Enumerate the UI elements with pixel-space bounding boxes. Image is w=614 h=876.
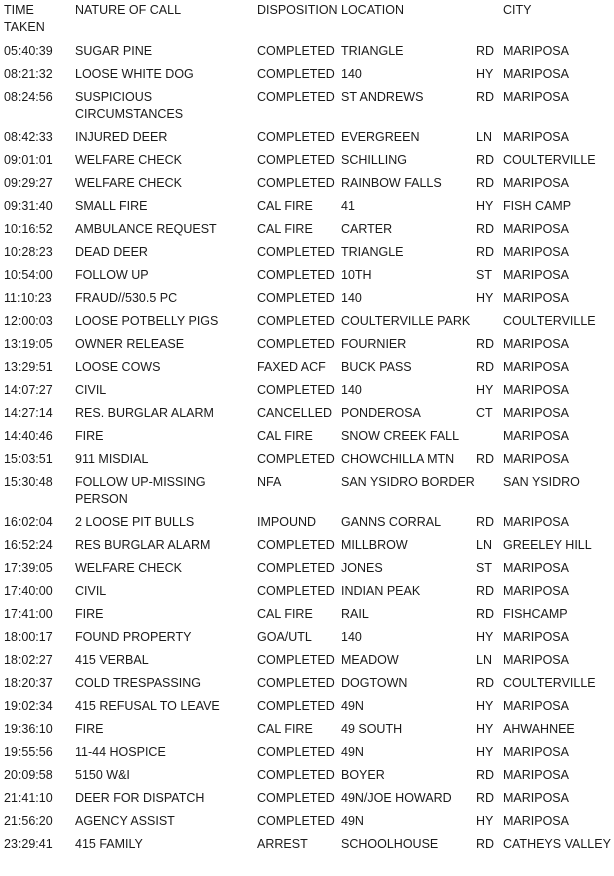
table-row	[0, 332, 614, 355]
cell-street-suffix: HY	[476, 67, 494, 81]
cell-city: MARIPOSA	[503, 176, 569, 190]
cell-city: GREELEY HILL	[503, 538, 592, 552]
cell-city: AHWAHNEE	[503, 722, 575, 736]
cell-city: MARIPOSA	[503, 268, 569, 282]
table-row	[0, 263, 614, 286]
cell-location: RAIL	[341, 607, 369, 621]
cell-disposition: COMPLETED	[257, 768, 335, 782]
cell-nature-of-call: FIRE	[75, 722, 104, 736]
cell-disposition: COMPLETED	[257, 153, 335, 167]
cell-time-taken: 10:28:23	[4, 245, 53, 259]
cell-location: 41	[341, 199, 355, 213]
table-row	[0, 447, 614, 470]
cell-disposition: COMPLETED	[257, 90, 335, 104]
cell-city: MARIPOSA	[503, 383, 569, 397]
cell-nature-of-call: FIRE	[75, 607, 104, 621]
cell-location: CARTER	[341, 222, 393, 236]
cell-city: MARIPOSA	[503, 791, 569, 805]
cell-nature-of-call: WELFARE CHECK	[75, 176, 182, 190]
cell-disposition: COMPLETED	[257, 676, 335, 690]
cell-time-taken: 17:41:00	[4, 607, 53, 621]
cell-street-suffix: RD	[476, 452, 495, 466]
cell-time-taken: 17:40:00	[4, 584, 53, 598]
cell-time-taken: 20:09:58	[4, 768, 53, 782]
cell-street-suffix: HY	[476, 291, 494, 305]
cell-street-suffix: HY	[476, 745, 494, 759]
cell-nature-of-call: 415 VERBAL	[75, 653, 149, 667]
cell-time-taken: 18:02:27	[4, 653, 53, 667]
cell-disposition: CAL FIRE	[257, 222, 313, 236]
cell-city: MARIPOSA	[503, 44, 569, 58]
cell-location: PONDEROSA	[341, 406, 421, 420]
cell-disposition: COMPLETED	[257, 791, 335, 805]
cell-street-suffix: RD	[476, 607, 495, 621]
header-disposition: DISPOSITION	[257, 3, 338, 17]
cell-street-suffix: RD	[476, 837, 495, 851]
table-row	[0, 556, 614, 579]
cell-nature-of-call: 5150 W&I	[75, 768, 130, 782]
table-row	[0, 786, 614, 809]
cell-location: FOURNIER	[341, 337, 407, 351]
cell-city: MARIPOSA	[503, 429, 569, 443]
cell-time-taken: 16:52:24	[4, 538, 53, 552]
cell-nature-of-call: FOLLOW UP	[75, 268, 149, 282]
cell-location: DOGTOWN	[341, 676, 408, 690]
header-location: LOCATION	[341, 3, 404, 17]
cell-location: 140	[341, 630, 362, 644]
cell-nature-of-call: AGENCY ASSIST	[75, 814, 175, 828]
cell-street-suffix: RD	[476, 222, 495, 236]
cell-street-suffix: CT	[476, 406, 493, 420]
cell-city: COULTERVILLE	[503, 676, 596, 690]
cell-city: MARIPOSA	[503, 584, 569, 598]
cell-time-taken: 14:40:46	[4, 429, 53, 443]
cell-nature-of-call: FIRE	[75, 429, 104, 443]
table-row	[0, 470, 614, 510]
cell-city: MARIPOSA	[503, 337, 569, 351]
cell-time-taken: 15:03:51	[4, 452, 53, 466]
table-row	[0, 809, 614, 832]
cell-disposition: COMPLETED	[257, 653, 335, 667]
cell-street-suffix: HY	[476, 699, 494, 713]
table-row	[0, 39, 614, 62]
cell-disposition: COMPLETED	[257, 561, 335, 575]
cell-city: MARIPOSA	[503, 130, 569, 144]
cell-street-suffix: HY	[476, 383, 494, 397]
header-city: CITY	[503, 3, 532, 17]
table-row	[0, 378, 614, 401]
cell-city: MARIPOSA	[503, 768, 569, 782]
cell-time-taken: 21:56:20	[4, 814, 53, 828]
cell-location: SCHOOLHOUSE	[341, 837, 439, 851]
cell-street-suffix: RD	[476, 360, 495, 374]
cell-time-taken: 09:31:40	[4, 199, 53, 213]
cell-disposition: COMPLETED	[257, 44, 335, 58]
cell-location: 49N	[341, 745, 364, 759]
table-row	[0, 286, 614, 309]
cell-nature-of-call: RES BURGLAR ALARM	[75, 538, 211, 552]
table-row	[0, 62, 614, 85]
cell-time-taken: 19:02:34	[4, 699, 53, 713]
cell-street-suffix: RD	[476, 176, 495, 190]
cell-time-taken: 10:16:52	[4, 222, 53, 236]
cell-nature-of-call: SUGAR PINE	[75, 44, 153, 58]
cell-city: MARIPOSA	[503, 515, 569, 529]
cell-disposition: CAL FIRE	[257, 607, 313, 621]
cell-location: EVERGREEN	[341, 130, 420, 144]
cell-street-suffix: RD	[476, 515, 495, 529]
header-time-taken: TIME TAKEN	[4, 3, 45, 34]
cell-street-suffix: LN	[476, 130, 492, 144]
cell-street-suffix: RD	[476, 153, 495, 167]
header-row	[0, 0, 614, 39]
cell-time-taken: 08:42:33	[4, 130, 53, 144]
table-row	[0, 625, 614, 648]
header-street-suffix	[476, 0, 503, 39]
cell-disposition: CAL FIRE	[257, 199, 313, 213]
cell-street-suffix	[476, 424, 503, 447]
cell-nature-of-call: 11-44 HOSPICE	[75, 745, 166, 759]
cell-location: 140	[341, 291, 362, 305]
cell-city: MARIPOSA	[503, 90, 569, 104]
table-row	[0, 125, 614, 148]
cell-disposition: COMPLETED	[257, 67, 335, 81]
cell-street-suffix: RD	[476, 44, 495, 58]
cell-city: COULTERVILLE	[503, 314, 596, 328]
cell-disposition: COMPLETED	[257, 699, 335, 713]
cell-location: SCHILLING	[341, 153, 407, 167]
cell-disposition: CAL FIRE	[257, 722, 313, 736]
table-row	[0, 85, 614, 125]
cell-time-taken: 13:29:51	[4, 360, 53, 374]
cell-location: JONES	[341, 561, 383, 575]
table-row	[0, 832, 614, 855]
cell-nature-of-call: 2 LOOSE PIT BULLS	[75, 515, 195, 529]
cell-nature-of-call: DEER FOR DISPATCH	[75, 791, 205, 805]
cell-time-taken: 17:39:05	[4, 561, 53, 575]
cell-location: BOYER	[341, 768, 385, 782]
cell-street-suffix: ST	[476, 268, 492, 282]
cell-location: 10TH	[341, 268, 372, 282]
cell-street-suffix: HY	[476, 630, 494, 644]
cell-nature-of-call: AMBULANCE REQUEST	[75, 222, 217, 236]
call-log-body	[0, 39, 614, 855]
cell-disposition: COMPLETED	[257, 291, 335, 305]
call-log-header	[0, 0, 614, 39]
cell-location: RAINBOW FALLS	[341, 176, 442, 190]
cell-location: MEADOW	[341, 653, 399, 667]
cell-location: INDIAN PEAK	[341, 584, 421, 598]
cell-city: MARIPOSA	[503, 452, 569, 466]
cell-disposition: COMPLETED	[257, 745, 335, 759]
cell-time-taken: 09:01:01	[4, 153, 53, 167]
cell-nature-of-call: WELFARE CHECK	[75, 561, 182, 575]
cell-time-taken: 19:55:56	[4, 745, 53, 759]
cell-city: MARIPOSA	[503, 653, 569, 667]
cell-city: MARIPOSA	[503, 561, 569, 575]
cell-disposition: COMPLETED	[257, 383, 335, 397]
cell-nature-of-call: 415 FAMILY	[75, 837, 143, 851]
table-row	[0, 510, 614, 533]
cell-city: MARIPOSA	[503, 699, 569, 713]
cell-city: MARIPOSA	[503, 630, 569, 644]
table-row	[0, 401, 614, 424]
cell-time-taken: 10:54:00	[4, 268, 53, 282]
cell-disposition: COMPLETED	[257, 814, 335, 828]
cell-street-suffix: HY	[476, 722, 494, 736]
cell-location: MILLBROW	[341, 538, 408, 552]
table-row	[0, 602, 614, 625]
cell-time-taken: 18:00:17	[4, 630, 53, 644]
cell-time-taken: 05:40:39	[4, 44, 53, 58]
cell-location: CHOWCHILLA MTN	[341, 452, 455, 466]
cell-city: SAN YSIDRO	[503, 475, 580, 489]
cell-disposition: COMPLETED	[257, 314, 335, 328]
cell-time-taken: 16:02:04	[4, 515, 53, 529]
cell-disposition: COMPLETED	[257, 538, 335, 552]
cell-time-taken: 19:36:10	[4, 722, 53, 736]
cell-disposition: COMPLETED	[257, 337, 335, 351]
cell-time-taken: 12:00:03	[4, 314, 53, 328]
table-row	[0, 579, 614, 602]
table-row	[0, 763, 614, 786]
cell-nature-of-call: CIVIL	[75, 584, 107, 598]
cell-location: ST ANDREWS	[341, 90, 424, 104]
cell-location: COULTERVILLE PARK	[341, 314, 471, 328]
cell-street-suffix: RD	[476, 584, 495, 598]
cell-disposition: COMPLETED	[257, 452, 335, 466]
cell-location: TRIANGLE	[341, 245, 404, 259]
cell-location: SNOW CREEK FALL	[341, 429, 460, 443]
cell-time-taken: 23:29:41	[4, 837, 53, 851]
cell-street-suffix: LN	[476, 538, 492, 552]
table-row	[0, 740, 614, 763]
cell-street-suffix: HY	[476, 199, 494, 213]
cell-location: 49N/JOE HOWARD	[341, 791, 452, 805]
table-row	[0, 694, 614, 717]
cell-nature-of-call: SUSPICIOUS CIRCUMSTANCES	[75, 90, 184, 121]
cell-nature-of-call: FRAUD//530.5 PC	[75, 291, 178, 305]
cell-nature-of-call: LOOSE POTBELLY PIGS	[75, 314, 219, 328]
table-row	[0, 171, 614, 194]
header-nature-of-call: NATURE OF CALL	[75, 3, 182, 17]
cell-time-taken: 13:19:05	[4, 337, 53, 351]
cell-disposition: COMPLETED	[257, 176, 335, 190]
cell-disposition: NFA	[257, 475, 282, 489]
cell-time-taken: 08:24:56	[4, 90, 53, 104]
cell-city: MARIPOSA	[503, 245, 569, 259]
cell-location: TRIANGLE	[341, 44, 404, 58]
cell-disposition: IMPOUND	[257, 515, 317, 529]
cell-disposition: COMPLETED	[257, 268, 335, 282]
cell-city: CATHEYS VALLEY	[503, 837, 611, 851]
cell-nature-of-call: FOUND PROPERTY	[75, 630, 192, 644]
cell-nature-of-call: OWNER RELEASE	[75, 337, 185, 351]
cell-time-taken: 15:30:48	[4, 475, 53, 489]
cell-disposition: FAXED ACF	[257, 360, 326, 374]
cell-nature-of-call: LOOSE WHITE DOG	[75, 67, 194, 81]
table-row	[0, 194, 614, 217]
cell-nature-of-call: SMALL FIRE	[75, 199, 148, 213]
cell-street-suffix: RD	[476, 90, 495, 104]
cell-location: 49 SOUTH	[341, 722, 403, 736]
cell-nature-of-call: 415 REFUSAL TO LEAVE	[75, 699, 220, 713]
cell-disposition: COMPLETED	[257, 130, 335, 144]
cell-street-suffix: RD	[476, 245, 495, 259]
cell-city: FISHCAMP	[503, 607, 568, 621]
cell-location: 49N	[341, 814, 364, 828]
cell-city: MARIPOSA	[503, 814, 569, 828]
cell-nature-of-call: COLD TRESPASSING	[75, 676, 201, 690]
cell-street-suffix: HY	[476, 814, 494, 828]
cell-location: BUCK PASS	[341, 360, 412, 374]
cell-street-suffix: RD	[476, 676, 495, 690]
cell-disposition: GOA/UTL	[257, 630, 312, 644]
table-row	[0, 424, 614, 447]
cell-nature-of-call: RES. BURGLAR ALARM	[75, 406, 214, 420]
cell-time-taken: 14:27:14	[4, 406, 53, 420]
cell-location: 140	[341, 67, 362, 81]
cell-city: MARIPOSA	[503, 745, 569, 759]
cell-street-suffix	[476, 309, 503, 332]
cell-city: COULTERVILLE	[503, 153, 596, 167]
cell-time-taken: 14:07:27	[4, 383, 53, 397]
cell-nature-of-call: LOOSE COWS	[75, 360, 161, 374]
cell-location: 49N	[341, 699, 364, 713]
cell-time-taken: 18:20:37	[4, 676, 53, 690]
cell-disposition: CANCELLED	[257, 406, 333, 420]
cell-nature-of-call: INJURED DEER	[75, 130, 168, 144]
cell-nature-of-call: 911 MISDIAL	[75, 452, 149, 466]
cell-time-taken: 09:29:27	[4, 176, 53, 190]
cell-street-suffix: LN	[476, 653, 492, 667]
cell-disposition: COMPLETED	[257, 584, 335, 598]
table-row	[0, 717, 614, 740]
cell-nature-of-call: WELFARE CHECK	[75, 153, 182, 167]
cell-street-suffix: RD	[476, 768, 495, 782]
cell-city: MARIPOSA	[503, 222, 569, 236]
cell-time-taken: 21:41:10	[4, 791, 53, 805]
table-row	[0, 671, 614, 694]
table-row	[0, 240, 614, 263]
cell-location: 140	[341, 383, 362, 397]
cell-disposition: ARREST	[257, 837, 308, 851]
table-row	[0, 148, 614, 171]
cell-city: MARIPOSA	[503, 406, 569, 420]
cell-city: MARIPOSA	[503, 291, 569, 305]
cell-nature-of-call: CIVIL	[75, 383, 107, 397]
table-row	[0, 355, 614, 378]
cell-street-suffix: ST	[476, 561, 492, 575]
table-row	[0, 217, 614, 240]
cell-time-taken: 11:10:23	[4, 291, 52, 305]
table-row	[0, 533, 614, 556]
cell-nature-of-call: FOLLOW UP-MISSING PERSON	[75, 475, 206, 506]
cell-time-taken: 08:21:32	[4, 67, 53, 81]
cell-city: MARIPOSA	[503, 360, 569, 374]
cell-disposition: CAL FIRE	[257, 429, 313, 443]
cell-street-suffix	[476, 470, 503, 510]
cell-location: GANNS CORRAL	[341, 515, 442, 529]
cell-nature-of-call: DEAD DEER	[75, 245, 148, 259]
cell-city: FISH CAMP	[503, 199, 572, 213]
cell-disposition: COMPLETED	[257, 245, 335, 259]
cell-city: MARIPOSA	[503, 67, 569, 81]
cell-location: SAN YSIDRO BORDER	[341, 475, 475, 489]
table-row	[0, 309, 614, 332]
cell-street-suffix: RD	[476, 791, 495, 805]
table-row	[0, 648, 614, 671]
cell-street-suffix: RD	[476, 337, 495, 351]
